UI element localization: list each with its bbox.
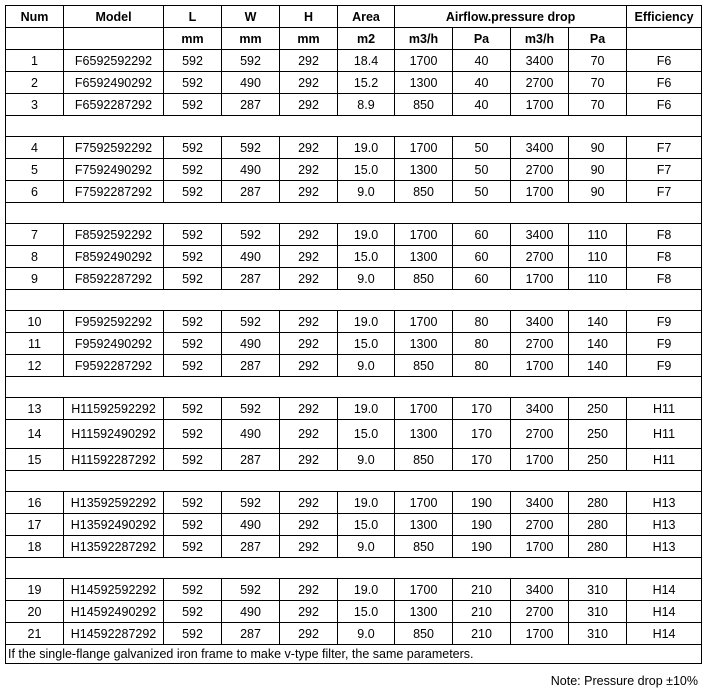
cell-num: 13 xyxy=(6,398,64,420)
header-l: L xyxy=(164,6,222,28)
cell-eff: F6 xyxy=(627,94,702,116)
cell-pa2: 310 xyxy=(569,601,627,623)
cell-model: H11592592292 xyxy=(64,398,164,420)
cell-w: 490 xyxy=(222,514,280,536)
cell-flow1: 1700 xyxy=(395,224,453,246)
group-separator-row xyxy=(6,116,702,137)
cell-pa2: 90 xyxy=(569,159,627,181)
cell-pa1: 50 xyxy=(453,159,511,181)
cell-area: 9.0 xyxy=(338,268,395,290)
cell-flow2: 3400 xyxy=(511,398,569,420)
header-airflow: Airflow.pressure drop xyxy=(395,6,627,28)
cell-num: 20 xyxy=(6,601,64,623)
header-num: Num xyxy=(6,6,64,28)
group-separator-row xyxy=(6,203,702,224)
cell-pa1: 80 xyxy=(453,355,511,377)
cell-h: 292 xyxy=(280,333,338,355)
unit-model-empty xyxy=(64,28,164,50)
cell-l: 592 xyxy=(164,492,222,514)
cell-flow2: 2700 xyxy=(511,601,569,623)
cell-h: 292 xyxy=(280,72,338,94)
cell-model: H13592287292 xyxy=(64,536,164,558)
cell-l: 592 xyxy=(164,137,222,159)
cell-w: 490 xyxy=(222,420,280,449)
cell-num: 10 xyxy=(6,311,64,333)
cell-pa1: 80 xyxy=(453,333,511,355)
cell-flow1: 850 xyxy=(395,181,453,203)
cell-l: 592 xyxy=(164,536,222,558)
cell-h: 292 xyxy=(280,159,338,181)
cell-flow1: 1300 xyxy=(395,601,453,623)
cell-pa2: 70 xyxy=(569,72,627,94)
cell-flow1: 850 xyxy=(395,94,453,116)
header-h: H xyxy=(280,6,338,28)
cell-w: 490 xyxy=(222,333,280,355)
cell-flow1: 1700 xyxy=(395,50,453,72)
cell-w: 592 xyxy=(222,579,280,601)
cell-l: 592 xyxy=(164,159,222,181)
cell-area: 15.2 xyxy=(338,72,395,94)
cell-area: 19.0 xyxy=(338,311,395,333)
cell-pa1: 170 xyxy=(453,420,511,449)
cell-num: 2 xyxy=(6,72,64,94)
cell-flow1: 1300 xyxy=(395,514,453,536)
cell-eff: H11 xyxy=(627,420,702,449)
cell-eff: F7 xyxy=(627,137,702,159)
cell-pa2: 110 xyxy=(569,246,627,268)
cell-model: F6592592292 xyxy=(64,50,164,72)
filter-spec-table xyxy=(5,5,702,664)
table-row xyxy=(6,536,702,558)
cell-w: 287 xyxy=(222,94,280,116)
cell-eff: F9 xyxy=(627,333,702,355)
table-body xyxy=(6,6,702,664)
cell-eff: H14 xyxy=(627,601,702,623)
cell-area: 19.0 xyxy=(338,137,395,159)
table-row xyxy=(6,246,702,268)
cell-num: 1 xyxy=(6,50,64,72)
cell-num: 6 xyxy=(6,181,64,203)
cell-flow1: 850 xyxy=(395,623,453,645)
cell-model: H14592592292 xyxy=(64,579,164,601)
cell-flow2: 2700 xyxy=(511,159,569,181)
cell-pa1: 210 xyxy=(453,579,511,601)
cell-eff: H13 xyxy=(627,536,702,558)
cell-w: 592 xyxy=(222,492,280,514)
cell-pa2: 310 xyxy=(569,579,627,601)
cell-num: 19 xyxy=(6,579,64,601)
cell-flow1: 1700 xyxy=(395,579,453,601)
cell-pa2: 70 xyxy=(569,94,627,116)
cell-num: 18 xyxy=(6,536,64,558)
cell-flow1: 1300 xyxy=(395,246,453,268)
cell-h: 292 xyxy=(280,623,338,645)
cell-num: 4 xyxy=(6,137,64,159)
cell-area: 18.4 xyxy=(338,50,395,72)
table-row xyxy=(6,449,702,471)
table-row xyxy=(6,514,702,536)
cell-pa1: 40 xyxy=(453,50,511,72)
cell-num: 17 xyxy=(6,514,64,536)
unit-efficiency-empty xyxy=(627,28,702,50)
cell-pa1: 210 xyxy=(453,623,511,645)
cell-pa2: 140 xyxy=(569,333,627,355)
cell-h: 292 xyxy=(280,137,338,159)
cell-model: H11592490292 xyxy=(64,420,164,449)
separator-cell xyxy=(6,558,702,579)
cell-w: 490 xyxy=(222,601,280,623)
group-separator-row xyxy=(6,290,702,311)
cell-w: 287 xyxy=(222,449,280,471)
cell-eff: F9 xyxy=(627,311,702,333)
cell-eff: F6 xyxy=(627,72,702,94)
cell-flow1: 1700 xyxy=(395,492,453,514)
cell-pa2: 90 xyxy=(569,137,627,159)
cell-pa1: 210 xyxy=(453,601,511,623)
cell-h: 292 xyxy=(280,601,338,623)
cell-w: 490 xyxy=(222,246,280,268)
cell-flow1: 850 xyxy=(395,268,453,290)
cell-flow2: 1700 xyxy=(511,623,569,645)
cell-model: H11592287292 xyxy=(64,449,164,471)
table-row xyxy=(6,72,702,94)
cell-flow1: 850 xyxy=(395,536,453,558)
header-model: Model xyxy=(64,6,164,28)
cell-area: 15.0 xyxy=(338,246,395,268)
cell-flow2: 3400 xyxy=(511,579,569,601)
cell-pa1: 40 xyxy=(453,94,511,116)
cell-w: 592 xyxy=(222,50,280,72)
cell-area: 15.0 xyxy=(338,514,395,536)
cell-model: H14592287292 xyxy=(64,623,164,645)
cell-flow2: 3400 xyxy=(511,137,569,159)
cell-flow2: 2700 xyxy=(511,514,569,536)
cell-l: 592 xyxy=(164,449,222,471)
cell-eff: F8 xyxy=(627,268,702,290)
cell-w: 592 xyxy=(222,311,280,333)
cell-eff: F6 xyxy=(627,50,702,72)
cell-h: 292 xyxy=(280,449,338,471)
separator-cell xyxy=(6,203,702,224)
cell-model: F8592592292 xyxy=(64,224,164,246)
cell-pa1: 40 xyxy=(453,72,511,94)
cell-eff: H14 xyxy=(627,579,702,601)
unit-area: m2 xyxy=(338,28,395,50)
cell-l: 592 xyxy=(164,355,222,377)
cell-pa2: 110 xyxy=(569,268,627,290)
cell-area: 19.0 xyxy=(338,492,395,514)
header-w: W xyxy=(222,6,280,28)
cell-w: 592 xyxy=(222,224,280,246)
cell-flow2: 1700 xyxy=(511,536,569,558)
cell-pa1: 190 xyxy=(453,514,511,536)
cell-w: 287 xyxy=(222,536,280,558)
cell-area: 15.0 xyxy=(338,159,395,181)
cell-pa1: 50 xyxy=(453,181,511,203)
cell-w: 490 xyxy=(222,159,280,181)
cell-flow2: 1700 xyxy=(511,94,569,116)
cell-area: 8.9 xyxy=(338,94,395,116)
cell-pa2: 310 xyxy=(569,623,627,645)
cell-model: F7592287292 xyxy=(64,181,164,203)
cell-flow1: 1300 xyxy=(395,420,453,449)
cell-model: F6592490292 xyxy=(64,72,164,94)
table-row xyxy=(6,398,702,420)
table-row xyxy=(6,159,702,181)
separator-cell xyxy=(6,290,702,311)
cell-l: 592 xyxy=(164,94,222,116)
cell-area: 9.0 xyxy=(338,355,395,377)
cell-area: 19.0 xyxy=(338,224,395,246)
unit-flow-2: m3/h xyxy=(511,28,569,50)
cell-l: 592 xyxy=(164,268,222,290)
group-separator-row xyxy=(6,558,702,579)
cell-pa2: 110 xyxy=(569,224,627,246)
cell-eff: H11 xyxy=(627,449,702,471)
cell-flow2: 3400 xyxy=(511,224,569,246)
unit-pa-2: Pa xyxy=(569,28,627,50)
cell-model: F8592490292 xyxy=(64,246,164,268)
pressure-drop-note: Note: Pressure drop ±10% xyxy=(550,674,698,688)
cell-w: 287 xyxy=(222,268,280,290)
cell-model: F9592490292 xyxy=(64,333,164,355)
cell-area: 19.0 xyxy=(338,398,395,420)
cell-l: 592 xyxy=(164,311,222,333)
unit-l: mm xyxy=(164,28,222,50)
table-row xyxy=(6,601,702,623)
unit-h: mm xyxy=(280,28,338,50)
cell-h: 292 xyxy=(280,224,338,246)
footnote-row xyxy=(6,645,702,664)
cell-w: 592 xyxy=(222,137,280,159)
cell-num: 7 xyxy=(6,224,64,246)
cell-h: 292 xyxy=(280,246,338,268)
cell-pa2: 250 xyxy=(569,449,627,471)
cell-num: 3 xyxy=(6,94,64,116)
table-row xyxy=(6,333,702,355)
separator-cell xyxy=(6,116,702,137)
cell-eff: H14 xyxy=(627,623,702,645)
cell-h: 292 xyxy=(280,94,338,116)
cell-w: 287 xyxy=(222,623,280,645)
cell-flow2: 3400 xyxy=(511,311,569,333)
table-row xyxy=(6,623,702,645)
table-row xyxy=(6,579,702,601)
header-area: Area xyxy=(338,6,395,28)
header-row xyxy=(6,6,702,28)
table-row xyxy=(6,268,702,290)
cell-pa1: 60 xyxy=(453,246,511,268)
cell-flow1: 850 xyxy=(395,355,453,377)
cell-num: 9 xyxy=(6,268,64,290)
cell-model: F6592287292 xyxy=(64,94,164,116)
cell-h: 292 xyxy=(280,420,338,449)
cell-l: 592 xyxy=(164,181,222,203)
cell-flow1: 1700 xyxy=(395,137,453,159)
cell-pa1: 190 xyxy=(453,492,511,514)
cell-pa2: 250 xyxy=(569,420,627,449)
cell-w: 490 xyxy=(222,72,280,94)
table-row xyxy=(6,355,702,377)
cell-area: 15.0 xyxy=(338,420,395,449)
cell-flow1: 1700 xyxy=(395,311,453,333)
cell-h: 292 xyxy=(280,514,338,536)
cell-flow1: 1300 xyxy=(395,159,453,181)
cell-h: 292 xyxy=(280,536,338,558)
cell-pa2: 250 xyxy=(569,398,627,420)
cell-flow2: 2700 xyxy=(511,246,569,268)
cell-l: 592 xyxy=(164,601,222,623)
group-separator-row xyxy=(6,377,702,398)
table-row xyxy=(6,137,702,159)
cell-model: F8592287292 xyxy=(64,268,164,290)
header-efficiency: Efficiency xyxy=(627,6,702,28)
cell-l: 592 xyxy=(164,246,222,268)
cell-eff: F7 xyxy=(627,181,702,203)
cell-h: 292 xyxy=(280,492,338,514)
cell-pa1: 50 xyxy=(453,137,511,159)
cell-flow2: 1700 xyxy=(511,268,569,290)
cell-h: 292 xyxy=(280,311,338,333)
cell-model: F7592592292 xyxy=(64,137,164,159)
cell-model: H13592592292 xyxy=(64,492,164,514)
cell-eff: F7 xyxy=(627,159,702,181)
cell-pa1: 80 xyxy=(453,311,511,333)
cell-pa2: 140 xyxy=(569,355,627,377)
unit-flow-1: m3/h xyxy=(395,28,453,50)
cell-pa1: 170 xyxy=(453,449,511,471)
cell-h: 292 xyxy=(280,355,338,377)
cell-num: 8 xyxy=(6,246,64,268)
cell-area: 19.0 xyxy=(338,579,395,601)
table-row xyxy=(6,224,702,246)
cell-l: 592 xyxy=(164,623,222,645)
cell-num: 12 xyxy=(6,355,64,377)
cell-eff: H11 xyxy=(627,398,702,420)
cell-model: F7592490292 xyxy=(64,159,164,181)
cell-eff: F8 xyxy=(627,246,702,268)
cell-eff: F9 xyxy=(627,355,702,377)
cell-flow1: 1700 xyxy=(395,398,453,420)
cell-pa2: 90 xyxy=(569,181,627,203)
cell-flow2: 1700 xyxy=(511,449,569,471)
unit-w: mm xyxy=(222,28,280,50)
cell-model: F9592287292 xyxy=(64,355,164,377)
cell-flow2: 2700 xyxy=(511,72,569,94)
cell-pa2: 70 xyxy=(569,50,627,72)
cell-l: 592 xyxy=(164,398,222,420)
units-row xyxy=(6,28,702,50)
cell-pa2: 140 xyxy=(569,311,627,333)
cell-l: 592 xyxy=(164,579,222,601)
cell-pa2: 280 xyxy=(569,536,627,558)
cell-model: H13592490292 xyxy=(64,514,164,536)
cell-l: 592 xyxy=(164,50,222,72)
cell-area: 9.0 xyxy=(338,536,395,558)
cell-h: 292 xyxy=(280,50,338,72)
separator-cell xyxy=(6,471,702,492)
cell-eff: H13 xyxy=(627,514,702,536)
cell-flow1: 1300 xyxy=(395,72,453,94)
table-row xyxy=(6,50,702,72)
cell-l: 592 xyxy=(164,72,222,94)
cell-pa2: 280 xyxy=(569,492,627,514)
cell-eff: H13 xyxy=(627,492,702,514)
group-separator-row xyxy=(6,471,702,492)
cell-l: 592 xyxy=(164,420,222,449)
separator-cell xyxy=(6,377,702,398)
cell-num: 16 xyxy=(6,492,64,514)
cell-flow2: 1700 xyxy=(511,181,569,203)
cell-flow1: 1300 xyxy=(395,333,453,355)
footnote-text: If the single-flange galvanized iron frame to make v-type filter, the same parameters. xyxy=(6,645,702,664)
cell-pa1: 60 xyxy=(453,268,511,290)
cell-w: 592 xyxy=(222,398,280,420)
cell-model: H14592490292 xyxy=(64,601,164,623)
cell-area: 15.0 xyxy=(338,333,395,355)
cell-l: 592 xyxy=(164,224,222,246)
cell-num: 11 xyxy=(6,333,64,355)
cell-flow2: 2700 xyxy=(511,420,569,449)
cell-w: 287 xyxy=(222,181,280,203)
cell-flow1: 850 xyxy=(395,449,453,471)
cell-h: 292 xyxy=(280,268,338,290)
cell-h: 292 xyxy=(280,579,338,601)
cell-area: 9.0 xyxy=(338,181,395,203)
cell-pa1: 60 xyxy=(453,224,511,246)
table-row xyxy=(6,420,702,449)
cell-h: 292 xyxy=(280,398,338,420)
cell-eff: F8 xyxy=(627,224,702,246)
cell-w: 287 xyxy=(222,355,280,377)
table-row xyxy=(6,311,702,333)
cell-num: 15 xyxy=(6,449,64,471)
cell-pa1: 170 xyxy=(453,398,511,420)
table-row xyxy=(6,492,702,514)
table-row xyxy=(6,181,702,203)
cell-model: F9592592292 xyxy=(64,311,164,333)
cell-h: 292 xyxy=(280,181,338,203)
cell-num: 21 xyxy=(6,623,64,645)
cell-flow2: 2700 xyxy=(511,333,569,355)
cell-pa1: 190 xyxy=(453,536,511,558)
cell-area: 9.0 xyxy=(338,623,395,645)
cell-area: 15.0 xyxy=(338,601,395,623)
cell-l: 592 xyxy=(164,333,222,355)
cell-flow2: 1700 xyxy=(511,355,569,377)
unit-num-empty xyxy=(6,28,64,50)
cell-area: 9.0 xyxy=(338,449,395,471)
unit-pa-1: Pa xyxy=(453,28,511,50)
cell-flow2: 3400 xyxy=(511,492,569,514)
cell-num: 5 xyxy=(6,159,64,181)
cell-l: 592 xyxy=(164,514,222,536)
table-row xyxy=(6,94,702,116)
cell-flow2: 3400 xyxy=(511,50,569,72)
cell-num: 14 xyxy=(6,420,64,449)
cell-pa2: 280 xyxy=(569,514,627,536)
